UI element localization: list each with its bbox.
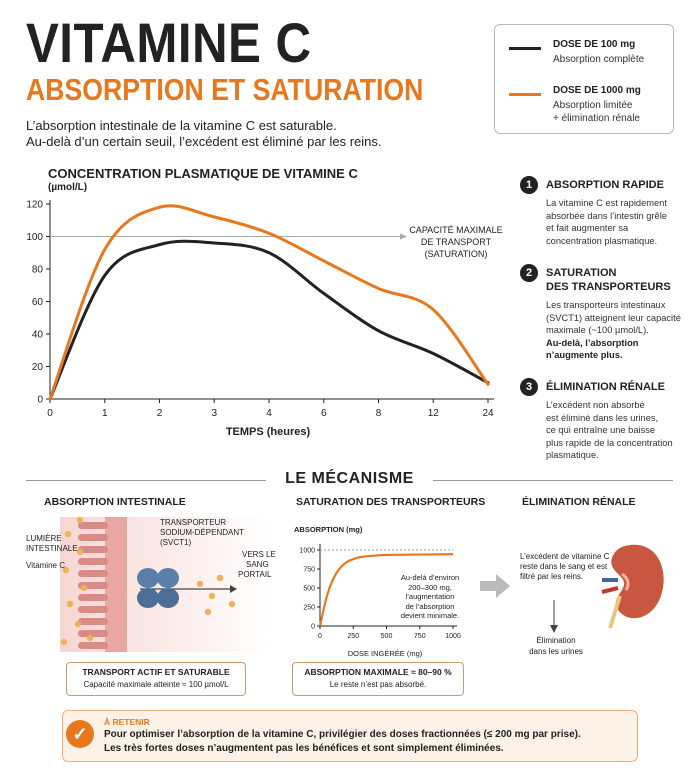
saturation-note <box>398 573 462 621</box>
renal-text-line: L’excédent de vitamine C <box>520 552 610 561</box>
step-3-line: ce qui entraîne une baisse <box>546 425 656 435</box>
chart-x-label: TEMPS (heures) <box>225 426 311 438</box>
lumen-label-1: LUMIÈRE <box>26 534 62 543</box>
col3-heading: ÉLIMINATION RÉNALE <box>522 496 636 508</box>
main-chart <box>0 190 520 445</box>
saturation-note-line: Au-delà d’environ <box>400 573 460 582</box>
kidney-icon <box>600 540 670 630</box>
saturation-x-tick-label: 750 <box>413 633 426 640</box>
step-1-number: 1 <box>520 176 538 194</box>
step-1-title: ABSORPTION RAPIDE <box>546 179 664 191</box>
saturation-y-tick-label: 500 <box>303 585 315 593</box>
reference-label-2: DE TRANSPORT <box>420 237 492 247</box>
lumen-label-2: INTESTINALE <box>26 544 78 553</box>
legend-label-1000mg: DOSE DE 1000 mg <box>553 85 641 96</box>
reference-label-1: CAPACITÉ MAXIMALE <box>409 225 503 235</box>
step-1-line: et fait augmenter sa <box>546 223 629 233</box>
x-tick-label: 4 <box>266 408 272 419</box>
step-3-line: est éliminé dans les urines, <box>546 412 659 423</box>
vitamin-c-dot <box>77 517 83 523</box>
legend-desc-100mg: Absorption complète <box>553 54 645 65</box>
elimination-label-2: dans les urines <box>529 647 583 656</box>
col1-heading: ABSORPTION INTESTINALE <box>44 496 186 508</box>
chart-y-unit: (µmol/L) <box>48 182 88 193</box>
step-3-line: plasmatique. <box>546 450 599 460</box>
legend-desc-1000mg-2: + élimination rénale <box>553 113 640 124</box>
legend-swatch-1000mg <box>509 93 541 96</box>
x-tick-label: 8 <box>375 408 382 419</box>
blood-label-2: SANG <box>246 560 269 569</box>
vitamin-c-dot <box>197 581 203 587</box>
y-tick-label: 20 <box>31 362 43 373</box>
right-arrow-icon <box>478 572 512 600</box>
col2-summary-sub: Le reste n’est pas absorbé. <box>329 680 427 689</box>
step-2-line-bold: Au-delà, l’absorption <box>546 337 639 348</box>
check-icon: ✓ <box>66 720 94 748</box>
saturation-x-label: DOSE INGÉRÉE (mg) <box>347 649 423 658</box>
step-1-line: absorbée dans l’intestin grêle <box>546 210 667 221</box>
vitamin-c-dot <box>87 635 93 641</box>
vitamin-c-dot <box>77 549 83 555</box>
step-1-line: La vitamine C est rapidement <box>546 198 667 208</box>
transporter-label-1: TRANSPORTEUR <box>160 518 227 527</box>
saturation-note-line: devient minimale. <box>400 611 460 620</box>
renal-text-line: reste dans le sang et est <box>520 562 608 571</box>
chart-legend <box>494 24 674 134</box>
villus <box>78 522 108 529</box>
saturation-y-tick-label: 0 <box>311 623 315 631</box>
villus <box>78 594 108 601</box>
intro-text <box>26 118 382 150</box>
step-1-line: concentration plasmatique. <box>546 235 658 246</box>
legend-swatch-100mg <box>509 47 541 50</box>
villus <box>78 642 108 649</box>
step-1-body <box>546 197 667 247</box>
villus <box>78 534 108 541</box>
renal-text-line: filtré par les reins. <box>520 572 584 581</box>
vitamin-c-dot <box>61 639 67 645</box>
saturation-x-tick-label: 0 <box>318 633 322 640</box>
vitamin-c-dot <box>209 593 215 599</box>
step-3-body <box>546 399 673 462</box>
intestinal-wall <box>105 517 127 652</box>
saturation-x-tick-label: 500 <box>380 633 393 640</box>
step-3-title: ÉLIMINATION RÉNALE <box>546 381 665 393</box>
saturation-y-tick-label: 250 <box>303 604 315 612</box>
elimination-label-1: Élimination <box>536 636 576 645</box>
step-2-body <box>546 299 681 362</box>
villus <box>78 558 108 565</box>
vitamin-c-dot <box>67 601 73 607</box>
saturation-x-tick-label: 1000 <box>445 633 461 640</box>
col2-summary-title: ABSORPTION MAXIMALE ≈ 80–90 % <box>304 667 452 677</box>
x-tick-label: 6 <box>320 408 327 419</box>
x-tick-label: 12 <box>427 408 439 419</box>
y-tick-label: 40 <box>31 329 43 341</box>
chart-title: CONCENTRATION PLASMATIQUE DE VITAMINE C <box>48 166 358 181</box>
col2-heading: SATURATION DES TRANSPORTEURS <box>296 496 486 508</box>
mechanism-title: LE MÉCANISME <box>285 470 414 487</box>
y-tick-label: 60 <box>31 297 43 308</box>
intro-line-1: L’absorption intestinale de la vitamine C est saturable. <box>26 118 337 133</box>
saturation-y-tick-label: 1000 <box>299 547 315 555</box>
reference-arrow-head <box>400 234 407 240</box>
transporter-label-3: (SVCT1) <box>160 538 192 547</box>
vitamin-c-label: Vitamine C <box>26 561 65 570</box>
y-tick-label: 80 <box>31 264 43 276</box>
takeaway-line-1: Pour optimiser l’absorption de la vitamine C, privilégier des doses fractionnées (≤ 200 mg par prise). <box>104 729 581 740</box>
vitamin-c-dot <box>81 585 87 591</box>
col1-summary-title: TRANSPORT ACTIF ET SATURABLE <box>82 667 230 677</box>
vitamin-c-dot <box>65 531 71 537</box>
legend-label-100mg: DOSE DE 100 mg <box>553 39 636 50</box>
legend-desc-1000mg-1: Absorption limitée <box>553 100 633 111</box>
step-2-line-bold: n’augmente plus. <box>546 350 623 360</box>
x-tick-label: 2 <box>156 408 163 419</box>
saturation-y-label: ABSORPTION (mg) <box>294 525 363 534</box>
vitamin-c-dot <box>205 609 211 615</box>
series-line-100mg <box>50 241 488 399</box>
vitamin-c-dot <box>229 601 235 607</box>
step-3-line: plus rapide de la concentration <box>546 437 673 448</box>
step-2-line: (SVCT1) atteignent leur capacité <box>546 312 681 323</box>
y-tick-label: 120 <box>26 199 43 211</box>
intro-line-2: Au-delà d’un certain seuil, l’excédent est éliminé par les reins. <box>26 134 382 149</box>
saturation-note-line: l’augmentation <box>405 592 455 601</box>
saturation-note-line: de l’absorption <box>405 601 455 611</box>
page-subtitle: ABSORPTION ET SATURATION <box>26 72 424 107</box>
blood-label-3: PORTAIL <box>238 570 272 579</box>
x-tick-label: 24 <box>482 408 494 419</box>
step-3-number: 3 <box>520 378 538 396</box>
step-3-line: L’excédent non absorbé <box>546 400 645 410</box>
y-tick-label: 0 <box>37 394 43 406</box>
x-tick-label: 3 <box>211 408 218 419</box>
takeaway-line-2: Les très fortes doses n’augmentent pas les bénéfices et sont simplement éliminées. <box>104 743 504 754</box>
step-2-title: SATURATION <box>546 267 617 279</box>
x-tick-label: 0 <box>47 408 53 419</box>
villus <box>78 618 108 625</box>
takeaway-label: À RETENIR <box>104 717 150 727</box>
step-2-number: 2 <box>520 264 538 282</box>
y-tick-label: 100 <box>26 232 43 243</box>
col2-summary-box <box>292 662 464 696</box>
step-2-title-2: DES TRANSPORTEURS <box>546 281 671 293</box>
saturation-y-tick-label: 750 <box>303 566 315 574</box>
villus <box>78 630 108 637</box>
page-title: VITAMINE C <box>26 11 312 74</box>
villus <box>78 606 108 613</box>
saturation-note-line: 200–300 mg, <box>408 582 452 592</box>
villus <box>78 570 108 577</box>
step-2-line: Les transporteurs intestinaux <box>546 300 666 310</box>
renal-text <box>520 552 609 582</box>
saturation-x-tick-label: 250 <box>347 633 360 640</box>
col1-summary-box <box>66 662 246 696</box>
down-arrow-icon <box>549 600 559 634</box>
vitamin-c-dot <box>217 575 223 581</box>
vitamin-c-dot <box>75 621 81 627</box>
transporter-label-2: SODIUM-DÉPENDANT <box>160 528 245 537</box>
reference-label-3: (SATURATION) <box>424 249 488 259</box>
blood-label-1: VERS LE <box>242 550 276 559</box>
step-2-line: maximale (~100 µmol/L). <box>546 325 649 335</box>
col1-summary-sub: Capacité maximale atteinte ≈ 100 µmol/L <box>83 680 229 689</box>
x-tick-label: 1 <box>101 408 108 419</box>
